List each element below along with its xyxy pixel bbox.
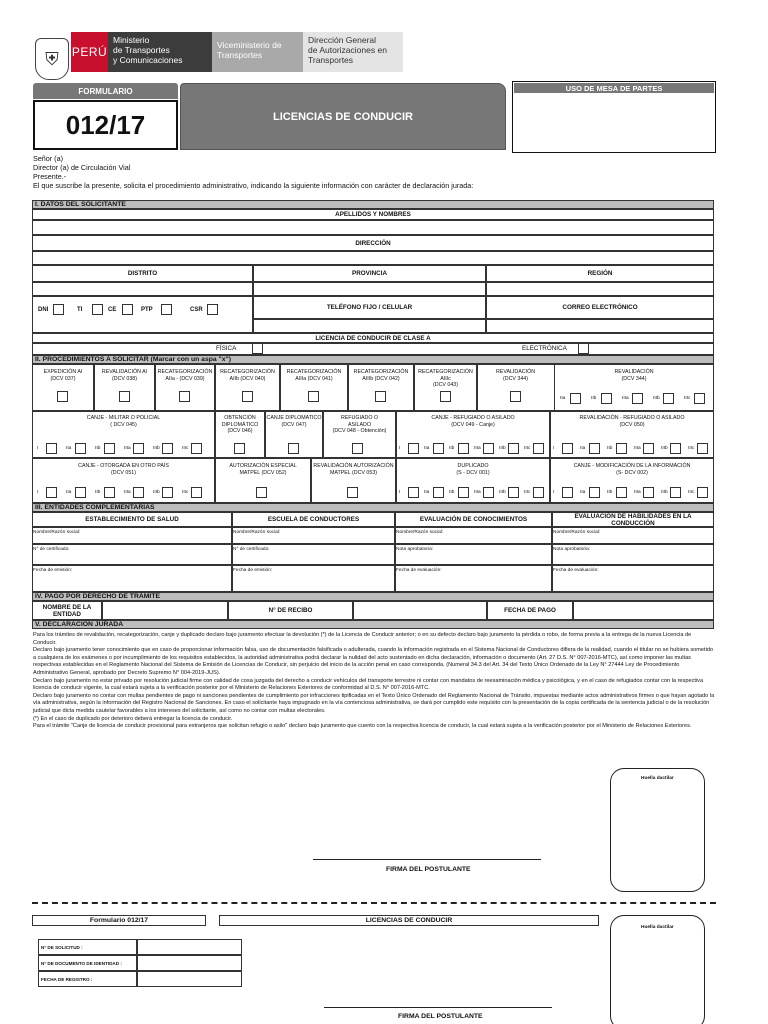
entity-field-label: Nombre/Razón social:: [396, 530, 444, 535]
class-label: IIIb: [661, 446, 668, 451]
class-checkbox[interactable]: [589, 443, 600, 454]
entity-field-label: Fecha de emisión:: [33, 568, 73, 573]
entity-field-label: Fecha de evaluación:: [396, 568, 442, 573]
class-checkbox[interactable]: [616, 487, 627, 498]
class-checkbox[interactable]: [483, 443, 494, 454]
stub-solicitud-field[interactable]: [137, 939, 242, 955]
class-label: IIIc: [688, 446, 695, 451]
procedure-label: DUPLICADO (S - DCV 001): [456, 463, 490, 476]
procedure-checkbox[interactable]: [288, 443, 299, 454]
direccion-label: DIRECCIÓN: [32, 235, 714, 251]
procedure-checkbox[interactable]: [308, 391, 319, 402]
apellidos-label: APELLIDOS Y NOMBRES: [32, 209, 714, 220]
procedure-checkbox[interactable]: [179, 391, 190, 402]
procedure-checkbox[interactable]: [119, 391, 130, 402]
class-checkbox[interactable]: [670, 443, 681, 454]
fisica-label: FÍSICA: [216, 345, 237, 352]
viceministry-logo: [212, 32, 303, 72]
procedure-checkbox[interactable]: [234, 443, 245, 454]
procedure-checkbox[interactable]: [57, 391, 68, 402]
class-label: IIa: [580, 446, 586, 451]
class-checkbox[interactable]: [458, 443, 469, 454]
stub-fecha-label: FECHA DE REGISTRO :: [38, 971, 137, 987]
entity-header: EVALUACIÓN DE CONOCIMIENTOS: [395, 512, 552, 527]
class-label: IIb: [95, 446, 101, 451]
intro-line-1: Señor (a): [33, 154, 63, 163]
class-checkbox[interactable]: [433, 487, 444, 498]
class-label: IIIc: [524, 490, 531, 495]
doc-dni-checkbox[interactable]: [53, 304, 64, 315]
document-type-cell: [32, 296, 253, 333]
class-label: IIIb: [153, 490, 160, 495]
class-label: IIIb: [499, 490, 506, 495]
doc-csr-label: CSR: [190, 307, 203, 313]
class-checkbox[interactable]: [663, 393, 674, 404]
declaration-paragraph: Declaro bajo juramento no contar con multas pendientes de pago ni sanciones pendientes de cumplimiento por infracciones tipificadas en el Texto Único Ordenado del Reglamento Nacional de Tránsito, impuestas mediante actos administrativos firmes o que hayan agotado la vía administrativa, según la información del Registro Nacional de Sanciones. En caso el solicitante haya impugnado en la vía contenciosa administrativa, se dará por cumplido este requisito con la presentación de la copia certificada de la sentencia judicial o de la resolución judicial que dicta medida cautelar favorables a los intereses del solicitante, así como no contar con multas electorales.: [33, 692, 715, 714]
entity-field-label: Fecha de emisión:: [233, 568, 273, 573]
class-label: I: [37, 490, 39, 495]
class-label: I: [553, 490, 555, 495]
class-label: I: [37, 446, 39, 451]
entidad-label: NOMBRE DE LA ENTIDAD: [32, 601, 102, 620]
section-4-title: IV. PAGO POR DERECHO DE TRÁMITE: [32, 592, 714, 601]
stub-form-number: Formulario 012/17: [32, 915, 206, 926]
class-label: IIIa: [622, 396, 629, 401]
doc-csr-checkbox[interactable]: [207, 304, 218, 315]
class-checkbox[interactable]: [533, 443, 544, 454]
entity-field-label: N° de certificado:: [33, 547, 70, 552]
direccion-field[interactable]: [32, 251, 714, 265]
provincia-label: PROVINCIA: [253, 265, 486, 282]
doc-dni-label: DNI: [38, 307, 49, 313]
class-checkbox[interactable]: [601, 393, 612, 404]
apellidos-field[interactable]: [32, 220, 714, 235]
vice-line-1: Viceministerio de: [217, 40, 282, 50]
ministry-line-3: y Comunicaciones: [113, 55, 183, 65]
class-checkbox[interactable]: [643, 443, 654, 454]
procedure-checkbox[interactable]: [352, 443, 363, 454]
class-checkbox[interactable]: [162, 487, 173, 498]
procedure-checkbox[interactable]: [347, 487, 358, 498]
procedure-label: CANJE - REFUGIADO O ASILADO (DCV 049 - Canje): [431, 415, 515, 428]
form-label: FORMULARIO: [33, 83, 178, 99]
class-checkbox[interactable]: [570, 393, 581, 404]
doc-ce-checkbox[interactable]: [122, 304, 133, 315]
declaration-text: [33, 632, 715, 731]
procedure-checkbox[interactable]: [375, 391, 386, 402]
class-label: IIIc: [182, 446, 189, 451]
direction-line-3: Transportes: [308, 55, 354, 65]
procedure-label: CANJE - MILITAR O POLICIAL ( DCV 045): [86, 415, 161, 428]
class-checkbox[interactable]: [562, 443, 573, 454]
entity-field-label: N° de certificado:: [233, 547, 270, 552]
class-checkbox[interactable]: [191, 487, 202, 498]
declaration-paragraph: Para los trámites de revalidación, recategorización, canje y duplicado declaro bajo juramento efectuar la devolución (*) de la Licencia de Conducir anterior; o en su defecto declaro bajo juramento la pérdida o robo, de forma previa a la entrega de la nueva Licencia de Conducir.: [33, 632, 692, 646]
licencia-clase-label: LICENCIA DE CONDUCIR DE CLASE A: [32, 333, 714, 343]
revalidacion-label: REVALIDACIÓN (DCV 344): [614, 369, 654, 382]
stub-solicitud-label: N° DE SOLICITUD :: [38, 939, 137, 955]
class-label: IIa: [424, 446, 430, 451]
entity-field-label: Nombre/Razón social:: [233, 530, 281, 535]
section-5-title: V. DECLARACIÓN JURADA: [32, 620, 714, 629]
class-checkbox[interactable]: [533, 487, 544, 498]
class-label: IIIa: [124, 490, 131, 495]
class-checkbox[interactable]: [133, 487, 144, 498]
class-checkbox[interactable]: [162, 443, 173, 454]
class-label: I: [399, 446, 401, 451]
procedure-checkbox[interactable]: [440, 391, 451, 402]
class-checkbox[interactable]: [697, 443, 708, 454]
class-checkbox[interactable]: [408, 443, 419, 454]
class-label: IIIb: [661, 490, 668, 495]
class-label: IIb: [95, 490, 101, 495]
national-shield-icon: ⛨: [35, 38, 69, 80]
entity-header: EVALUACIÓN DE HABILIDADES EN LA CONDUCCIÓN: [552, 512, 714, 527]
class-label: I: [553, 446, 555, 451]
procedure-label: CANJE - MODIFICACIÓN DE LA INFORMACIÓN (S- DCV 002): [573, 463, 691, 476]
procedure-checkbox[interactable]: [256, 487, 267, 498]
licencia-type-row: [32, 343, 714, 355]
electronica-checkbox[interactable]: [578, 343, 589, 354]
document-title: LICENCIAS DE CONDUCIR: [180, 83, 506, 150]
procedure-label: REFUGIADO O ASILADO (DCV 048 - Obtención): [332, 415, 387, 434]
procedure-checkbox[interactable]: [510, 391, 521, 402]
class-label: IIIb: [653, 396, 660, 401]
doc-ptp-checkbox[interactable]: [161, 304, 172, 315]
fisica-checkbox[interactable]: [252, 343, 263, 354]
entity-field-label: Nota aprobatoria:: [396, 547, 434, 552]
class-checkbox[interactable]: [46, 487, 57, 498]
doc-ti-label: TI: [77, 307, 83, 313]
class-label: IIa: [424, 490, 430, 495]
class-checkbox[interactable]: [433, 443, 444, 454]
cut-line: [32, 902, 716, 904]
class-checkbox[interactable]: [670, 487, 681, 498]
doc-ce-label: CE: [108, 307, 117, 313]
class-label: IIIb: [153, 446, 160, 451]
declaration-paragraph: Para el trámite "Canje de licencia de conducir provisional para extranjeros que solicitan refugio o asilo" declaro bajo juramento que cuento con la respectiva licencia de conducir, la cual estará sujeta a la verificación posterior por el Ministerio de Relaciones Exteriores.: [33, 723, 692, 730]
entity-field-label: Fecha de evaluación:: [553, 568, 599, 573]
entity-field-label: Nota aprobatoria:: [553, 547, 591, 552]
ministry-logo: [108, 32, 212, 72]
entity-field-label: Nombre/Razón social:: [553, 530, 601, 535]
stub-fecha-field[interactable]: [137, 971, 242, 987]
procedure-label: RECATEGORIZACIÓN AIIa - (DCV 039): [157, 369, 213, 382]
class-checkbox[interactable]: [483, 487, 494, 498]
class-label: IIb: [449, 490, 455, 495]
section-3-title: III. ENTIDADES COMPLEMENTARIAS: [32, 503, 714, 512]
form-number: 012/17: [33, 100, 178, 150]
procedure-label: RECATEGORIZACIÓN AIIIb (DCV 042): [353, 369, 409, 382]
direction-logo: [303, 32, 403, 72]
stub-title: LICENCIAS DE CONDUCIR: [219, 915, 599, 926]
section-2-title: II. PROCEDIMIENTOS A SOLICITAR (Marcar con un aspa "x"): [32, 355, 714, 364]
stub-documento-field[interactable]: [137, 955, 242, 971]
entity-field-label: Nombre/Razón social:: [33, 530, 81, 535]
class-label: I: [399, 490, 401, 495]
entity-header: ESTABLECIMIENTO DE SALUD: [32, 512, 232, 527]
stub-fingerprint-box[interactable]: [610, 915, 705, 1024]
stub-documento-label: N° DE DOCUMENTO DE IDENTIDAD :: [38, 955, 137, 971]
class-label: IIb: [607, 490, 613, 495]
declaration-paragraph: Declaro bajo juramento tener conocimiento que en caso de proporcionar información falsa, uso de documentación falsificada o adulterada, cuando la información registrada en el Sistema Nacional de Conductores difiera de la realidad, cuando el titular no se hubiera sometido a cualquiera de los exámenes o por incumplimiento de los requisitos establecidos, la autoridad administrativa podrá declarar la nulidad del acto sustentado en dicha declaración, información o documento (Art. 27 D.S. N° 007-2016-MTC), así como imponer las multas respectivas establecidas en el Reglamento Nacional del Sistema de Emisión de Licencias de Conducir, sin perjuicio del inicio de la acción penal en caso corresponda. (Numeral 34.3 del Art. 34 del Texto Único Ordenado de la Ley N° 27444 Ley de Procedimiento Administrativo General, aprobado por Decreto Supremo N° 004-2019-JUS).: [33, 647, 714, 676]
class-checkbox[interactable]: [589, 487, 600, 498]
intro-line-3: Presente.-: [33, 172, 67, 181]
fecha-pago-field[interactable]: [573, 601, 714, 620]
class-checkbox[interactable]: [46, 443, 57, 454]
class-label: IIa: [580, 490, 586, 495]
class-checkbox[interactable]: [75, 443, 86, 454]
recibo-field[interactable]: [353, 601, 487, 620]
procedure-label: REVALIDACIÓN AUTORIZACIÓN MATPEL (DCV 053): [313, 463, 394, 476]
ministry-line-2: de Transportes: [113, 45, 170, 55]
class-checkbox[interactable]: [75, 487, 86, 498]
stub-signature-line: [324, 1007, 552, 1008]
region-label: REGIÓN: [486, 265, 714, 282]
class-checkbox[interactable]: [632, 393, 643, 404]
class-label: IIa: [66, 490, 72, 495]
stub-fingerprint-label: Huella dactilar: [641, 925, 674, 930]
procedure-label: EXPEDICIÓN AI (DCV 037): [43, 369, 83, 382]
class-label: IIIa: [634, 446, 641, 451]
procedure-label: AUTORIZACIÓN ESPECIAL MATPEL (DCV 052): [229, 463, 297, 476]
telefono-field[interactable]: [253, 319, 486, 333]
class-checkbox[interactable]: [133, 443, 144, 454]
class-label: IIIb: [499, 446, 506, 451]
electronica-label: ELECTRÓNICA: [522, 345, 567, 352]
intro-line-2: Director (a) de Circulación Vial: [33, 163, 131, 172]
procedure-label: REVALIDACIÓN (DCV 344): [495, 369, 536, 382]
correo-field[interactable]: [486, 319, 714, 333]
entidad-field[interactable]: [102, 601, 228, 620]
fingerprint-label: Huella dactilar: [641, 776, 674, 781]
class-checkbox[interactable]: [191, 443, 202, 454]
fingerprint-box[interactable]: [610, 768, 705, 892]
class-checkbox[interactable]: [408, 487, 419, 498]
procedure-label: REVALIDACIÓN - REFUGIADO O ASILADO (DCV 050): [579, 415, 685, 428]
procedure-label: CANJE - OTORGADA EN OTRO PAÍS (DCV 051): [78, 463, 169, 476]
intro-line-4: El que suscribe la presente, solicita el procedimiento administrativo, indicando la siguiente información con carácter de declaración jurada:: [33, 181, 474, 190]
procedure-label: REVALIDACIÓN AI (DCV 038): [101, 369, 148, 382]
class-label: IIIa: [474, 446, 481, 451]
class-label: IIIa: [634, 490, 641, 495]
distrito-field[interactable]: [32, 282, 253, 296]
class-checkbox[interactable]: [508, 487, 519, 498]
class-label: IIb: [607, 446, 613, 451]
stub-signature-label: FIRMA DEL POSTULANTE: [398, 1013, 483, 1020]
class-checkbox[interactable]: [508, 443, 519, 454]
class-checkbox[interactable]: [697, 487, 708, 498]
class-checkbox[interactable]: [562, 487, 573, 498]
class-label: IIIa: [474, 490, 481, 495]
declaration-paragraph: (*) En el caso de duplicado por deterioro deberá entregar la licencia de conducir.: [33, 715, 233, 722]
procedure-label: RECATEGORIZACIÓN AIIIa (DCV 041): [286, 369, 342, 382]
signature-line: [313, 859, 541, 860]
class-label: IIIc: [688, 490, 695, 495]
class-label: IIIa: [124, 446, 131, 451]
direction-line-1: Dirección General: [308, 35, 377, 45]
procedure-label: OBTENCIÓN DIPLOMÁTICO (DCV 046): [221, 415, 259, 434]
class-label: IIb: [591, 396, 597, 401]
procedure-label: CANJE DIPLOMATICO (DCV 047): [266, 415, 322, 428]
entity-header: ESCUELA DE CONDUCTORES: [232, 512, 395, 527]
correo-label: CORREO ELECTRÓNICO: [486, 296, 714, 319]
class-checkbox[interactable]: [104, 487, 115, 498]
class-label: IIa: [560, 396, 566, 401]
procedure-label: RECATEGORIZACIÓN AIIIc (DCV 043): [418, 369, 473, 388]
mesa-de-partes-label: USO DE MESA DE PARTES: [514, 83, 714, 93]
distrito-label: DISTRITO: [32, 265, 253, 282]
class-label: IIIc: [524, 446, 531, 451]
section-1-title: I. DATOS DEL SOLICITANTE: [32, 200, 714, 209]
class-checkbox[interactable]: [458, 487, 469, 498]
class-checkbox[interactable]: [643, 487, 654, 498]
peru-logo: PERÚ: [71, 32, 108, 72]
doc-ti-checkbox[interactable]: [92, 304, 103, 315]
class-checkbox[interactable]: [616, 443, 627, 454]
ministry-line-1: Ministerio: [113, 35, 150, 45]
procedure-label: RECATEGORIZACIÓN AIIb (DCV 040): [220, 369, 275, 382]
class-label: IIa: [66, 446, 72, 451]
class-checkbox[interactable]: [694, 393, 705, 404]
class-label: IIb: [449, 446, 455, 451]
provincia-field[interactable]: [253, 282, 486, 296]
fecha-pago-label: FECHA DE PAGO: [487, 601, 573, 620]
declaration-paragraph: Declaro bajo juramento no estar privado por resolución judicial firme con calidad de cosa juzgada del derecho a conducir vehículos del transporte terrestre ni contar con mandatos de reexaminación médica y psicológica, y en el caso de refugiados contar con la respectiva licencia de conducir vigente, la cual estará sujeta a la verificación posterior por el Ministerio de Relaciones Exteriores de conformidad al D.S. N° 007-2016-MTC.: [33, 677, 704, 692]
class-label: IIIc: [684, 396, 691, 401]
recibo-label: N° DE RECIBO: [228, 601, 353, 620]
region-field[interactable]: [486, 282, 714, 296]
class-label: IIIc: [182, 490, 189, 495]
doc-ptp-label: PTP: [141, 307, 153, 313]
procedure-checkbox[interactable]: [242, 391, 253, 402]
class-checkbox[interactable]: [104, 443, 115, 454]
signature-label: FIRMA DEL POSTULANTE: [386, 866, 471, 873]
direction-line-2: de Autorizaciones en: [308, 45, 387, 55]
vice-line-2: Transportes: [217, 50, 263, 60]
telefono-label: TELÉFONO FIJO / CELULAR: [253, 296, 486, 319]
